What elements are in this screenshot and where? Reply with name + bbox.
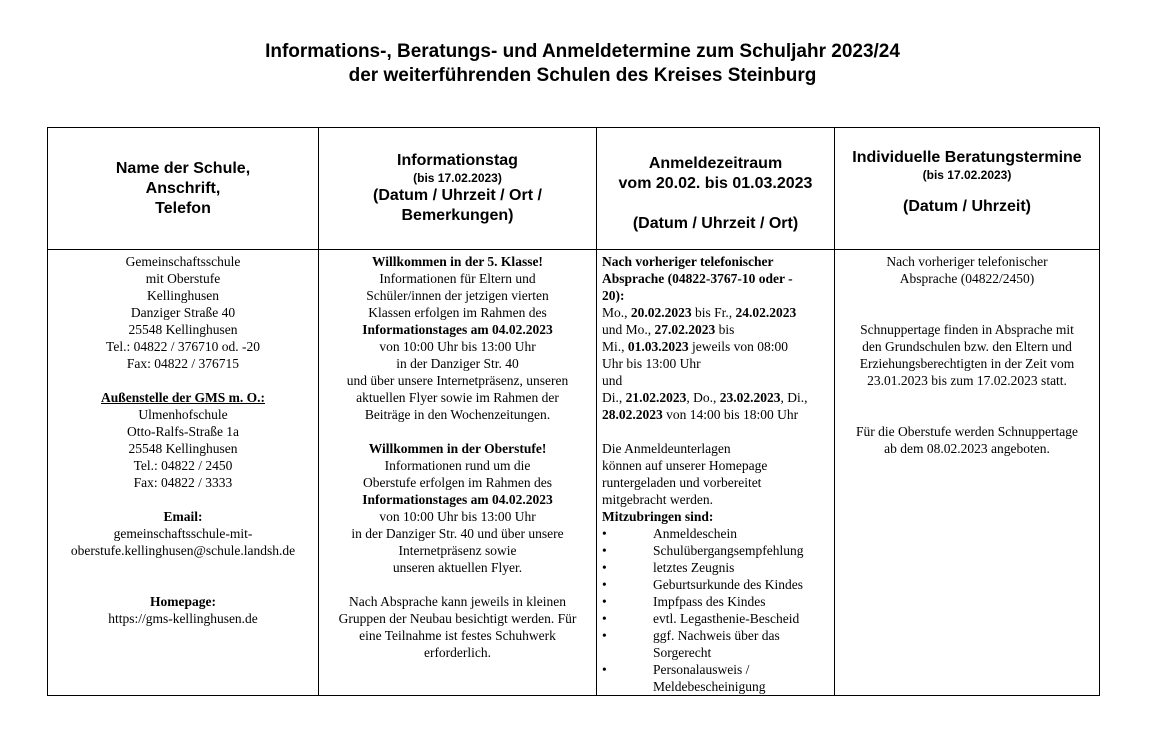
header-row (48, 128, 1100, 250)
list-item: • letztes Zeugnis (602, 559, 830, 576)
list-item: • Anmeldeschein (602, 525, 830, 542)
page-title (0, 40, 1165, 88)
header-beratung: Individuelle Beratungstermine (bis 17.02.2023) (Datum / Uhrzeit) (835, 128, 1100, 250)
content-row (48, 250, 1100, 696)
schedule-table (47, 127, 1100, 696)
email-address-cont: oberstufe.kellinghusen@schule.landsh.de (70, 543, 296, 558)
header-infotag: Informationstag (bis 17.02.2023) (Datum / Uhrzeit / Ort / Bemerkungen) (319, 128, 597, 250)
beratung-cell: Nach vorheriger telefonischer Absprache (04822/2450) Schnuppertage finden in Absprache mit den Grundschulen bzw. den Eltern und Erziehungsberechtigten in der Zeit vom 23.01.2023 bis zum 17.02.2023 statt. Für die Oberstufe werden Schnuppertage ab dem 08.02.2023 angeboten. (835, 250, 1100, 696)
school-cell: Gemeinschaftsschule mit Oberstufe Kellinghusen Danziger Straße 40 25548 Kellinghusen Tel.: 04822 / 376710 od. -20 Fax: 04822 / 376715 Außenstelle der GMS m. O.: Ulmenhofschule Otto-Ralfs-Straße 1a 25548 Kellinghusen Tel.: 04822 / 2450 Fax: 04822 / 3333 Email: gemeinschaftsschule-mit- oberstufe.kellinghusen@schule.landsh.de Homepage: https://gms-kellinghusen.de (48, 250, 319, 696)
bring-list (602, 525, 830, 695)
header-anmeldung: Anmeldezeitraum vom 20.02. bis 01.03.2023 (Datum / Uhrzeit / Ort) (597, 128, 835, 250)
title-line-1: Informations-, Beratungs- und Anmeldetermine zum Schuljahr 2023/24 (265, 41, 900, 62)
list-item: • Geburtsurkunde des Kindes (602, 576, 830, 593)
list-item: • ggf. Nachweis über das Sorgerecht (602, 627, 830, 661)
list-item: • evtl. Legasthenie-Bescheid (602, 610, 830, 627)
infotag-cell: Willkommen in der 5. Klasse! Informationen für Eltern und Schüler/innen der jetzigen vierten Klassen erfolgen im Rahmen des Informationstages am 04.02.2023 von 10:00 Uhr bis 13:00 Uhr in der Danziger Str. 40 und über unsere Internetpräsenz, unseren aktuellen Flyer sowie im Rahmen der Beiträge in den Wochenzeitungen. Willkommen in der Oberstufe! Informationen rund um die Oberstufe erfolgen im Rahmen des Informationstages am 04.02.2023 von 10:00 Uhr bis 13:00 Uhr in der Danziger Str. 40 und über unsere Internetpräsenz sowie unseren aktuellen Flyer. Nach Absprache kann jeweils in kleinen Gruppen der Neubau besichtigt werden. Für eine Teilnahme ist festes Schuhwerk erforderlich. (319, 250, 597, 696)
anmeldung-cell: Nach vorheriger telefonischer Absprache (04822-3767-10 oder - 20): Mo., 20.02.2023 bis Fr., 24.02.2023 und Mo., 27.02.2023 bis Mi., 01.03.2023 jeweils von 08:00 Uhr bis 13:00 Uhr und Di., 21.02.2023, Do., 23.02.2023, Di., 28.02.2023 von 14:00 bis 18:00 Uhr Die Anmeldeunterlagen können auf unserer Homepage runtergeladen und vorbereitet mitgebracht werden. Mitzubringen sind: • Anmeldeschein • Schulübergangsempfehlung • letztes Zeugnis • Geburtsurkunde des Kindes • Impfpass des Kindes • evtl. Legasthenie-Bescheid • ggf. Nachweis über das Sorgerecht • Personalausweis / Meldebescheinigung (597, 250, 835, 696)
homepage-label: Homepage: (150, 594, 216, 609)
homepage-link[interactable]: https://gms-kellinghusen.de (108, 611, 258, 626)
title-line-2: der weiterführenden Schulen des Kreises Steinburg (348, 65, 817, 86)
header-school: Name der Schule, Anschrift, Telefon (48, 128, 319, 250)
bring-label: Mitzubringen sind: (602, 509, 714, 524)
list-item: • Schulübergangsempfehlung (602, 542, 830, 559)
email-address: gemeinschaftsschule-mit- (113, 526, 253, 541)
infotag-heading-5: Willkommen in der 5. Klasse! (372, 254, 543, 269)
email-label: Email: (163, 509, 203, 524)
branch-heading: Außenstelle der GMS m. O.: (101, 390, 265, 405)
infotag-heading-oberstufe: Willkommen in der Oberstufe! (368, 441, 547, 456)
list-item: • Impfpass des Kindes (602, 593, 830, 610)
list-item: • Personalausweis / Meldebescheinigung (602, 661, 830, 695)
